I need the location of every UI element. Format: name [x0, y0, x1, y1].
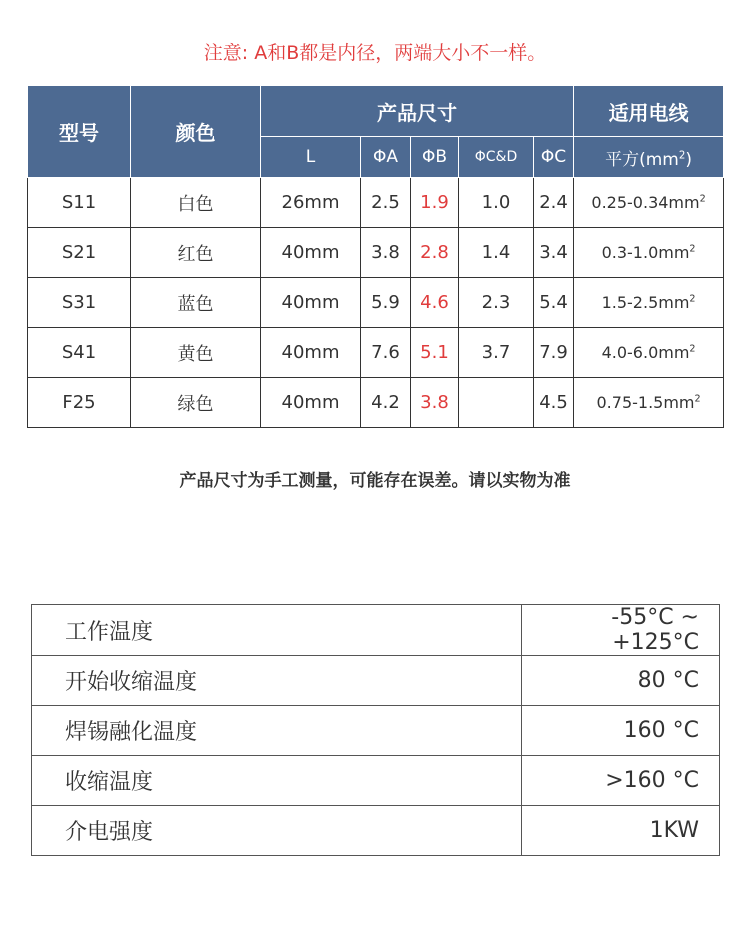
property-key: 收缩温度: [32, 756, 522, 806]
property-key: 介电强度: [32, 806, 522, 856]
cell-phiCD: 3.7: [459, 328, 534, 378]
cell-L: 40mm: [261, 328, 361, 378]
property-row: [32, 656, 720, 706]
table-row: [28, 228, 724, 278]
cell-wire-text: 0.25-0.34mm: [591, 193, 700, 212]
property-row: [32, 706, 720, 756]
properties-table: [31, 604, 720, 856]
cell-phiB: 4.6: [411, 278, 459, 328]
header-phiC: ΦC: [534, 137, 574, 178]
cell-phiC: 2.4: [534, 178, 574, 228]
cell-L: 40mm: [261, 228, 361, 278]
cell-wire: [574, 228, 724, 278]
header-area-close: ): [685, 149, 692, 170]
header-model: 型号: [28, 86, 131, 178]
cell-phiA: 3.8: [361, 228, 411, 278]
cell-phiB: 2.8: [411, 228, 459, 278]
property-key: 焊锡融化温度: [32, 706, 522, 756]
header-color: 颜色: [131, 86, 261, 178]
cell-color: 蓝色: [131, 278, 261, 328]
property-key: 工作温度: [32, 605, 522, 656]
cell-color: 红色: [131, 228, 261, 278]
cell-phiA: 5.9: [361, 278, 411, 328]
cell-model: S11: [28, 178, 131, 228]
cell-phiC: 4.5: [534, 378, 574, 428]
property-row: [32, 756, 720, 806]
cell-wire: [574, 378, 724, 428]
cell-phiA: 2.5: [361, 178, 411, 228]
cell-model: S21: [28, 228, 131, 278]
table-row: [28, 378, 724, 428]
property-key: 开始收缩温度: [32, 656, 522, 706]
table-row: [28, 278, 724, 328]
cell-wire-text: 4.0-6.0mm: [601, 343, 690, 362]
cell-wire-text: 1.5-2.5mm: [601, 293, 690, 312]
cell-phiB: 3.8: [411, 378, 459, 428]
cell-L: 40mm: [261, 378, 361, 428]
header-area: [574, 137, 724, 178]
cell-phiCD: 1.4: [459, 228, 534, 278]
header-applicable-wire: 适用电线: [574, 86, 724, 137]
cell-color: 绿色: [131, 378, 261, 428]
cell-phiC: 7.9: [534, 328, 574, 378]
property-row: [32, 806, 720, 856]
cell-phiC: 3.4: [534, 228, 574, 278]
cell-wire: [574, 328, 724, 378]
cell-wire: [574, 178, 724, 228]
cell-phiA: 4.2: [361, 378, 411, 428]
cell-L: 40mm: [261, 278, 361, 328]
cell-wire-text: 0.75-1.5mm: [596, 393, 695, 412]
cell-wire-sup: 2: [699, 193, 706, 205]
property-row: [32, 605, 720, 656]
header-phiCD: ΦC&D: [459, 137, 534, 178]
cell-model: S31: [28, 278, 131, 328]
cell-wire-sup: 2: [694, 393, 701, 405]
cell-phiA: 7.6: [361, 328, 411, 378]
header-area-sup: 2: [678, 149, 686, 161]
cell-model: S41: [28, 328, 131, 378]
cell-wire: [574, 278, 724, 328]
header-product-size: 产品尺寸: [261, 86, 574, 137]
cell-model: F25: [28, 378, 131, 428]
header-phiB: ΦB: [411, 137, 459, 178]
cell-phiB: 5.1: [411, 328, 459, 378]
header-phiA: ΦA: [361, 137, 411, 178]
cell-wire-sup: 2: [689, 293, 696, 305]
measurement-note: 产品尺寸为手工测量，可能存在误差。请以实物为准: [179, 471, 571, 491]
cell-color: 白色: [131, 178, 261, 228]
property-value: 160 °C: [522, 706, 720, 756]
cell-phiCD: 2.3: [459, 278, 534, 328]
cell-color: 黄色: [131, 328, 261, 378]
cell-L: 26mm: [261, 178, 361, 228]
property-value: -55°C ~ +125°C: [522, 605, 720, 656]
header-L: L: [261, 137, 361, 178]
property-value: >160 °C: [522, 756, 720, 806]
spec-table: [27, 85, 724, 428]
cell-wire-sup: 2: [689, 243, 696, 255]
property-value: 1KW: [522, 806, 720, 856]
notice-text: 注意: A和B都是内径，两端大小不一样。: [203, 42, 547, 64]
property-value: 80 °C: [522, 656, 720, 706]
cell-phiCD: 1.0: [459, 178, 534, 228]
cell-phiC: 5.4: [534, 278, 574, 328]
cell-phiCD: [459, 378, 534, 428]
cell-wire-sup: 2: [689, 343, 696, 355]
cell-wire-text: 0.3-1.0mm: [601, 243, 690, 262]
header-area-text: 平方(mm: [605, 149, 679, 170]
table-row: [28, 178, 724, 228]
table-row: [28, 328, 724, 378]
cell-phiB: 1.9: [411, 178, 459, 228]
